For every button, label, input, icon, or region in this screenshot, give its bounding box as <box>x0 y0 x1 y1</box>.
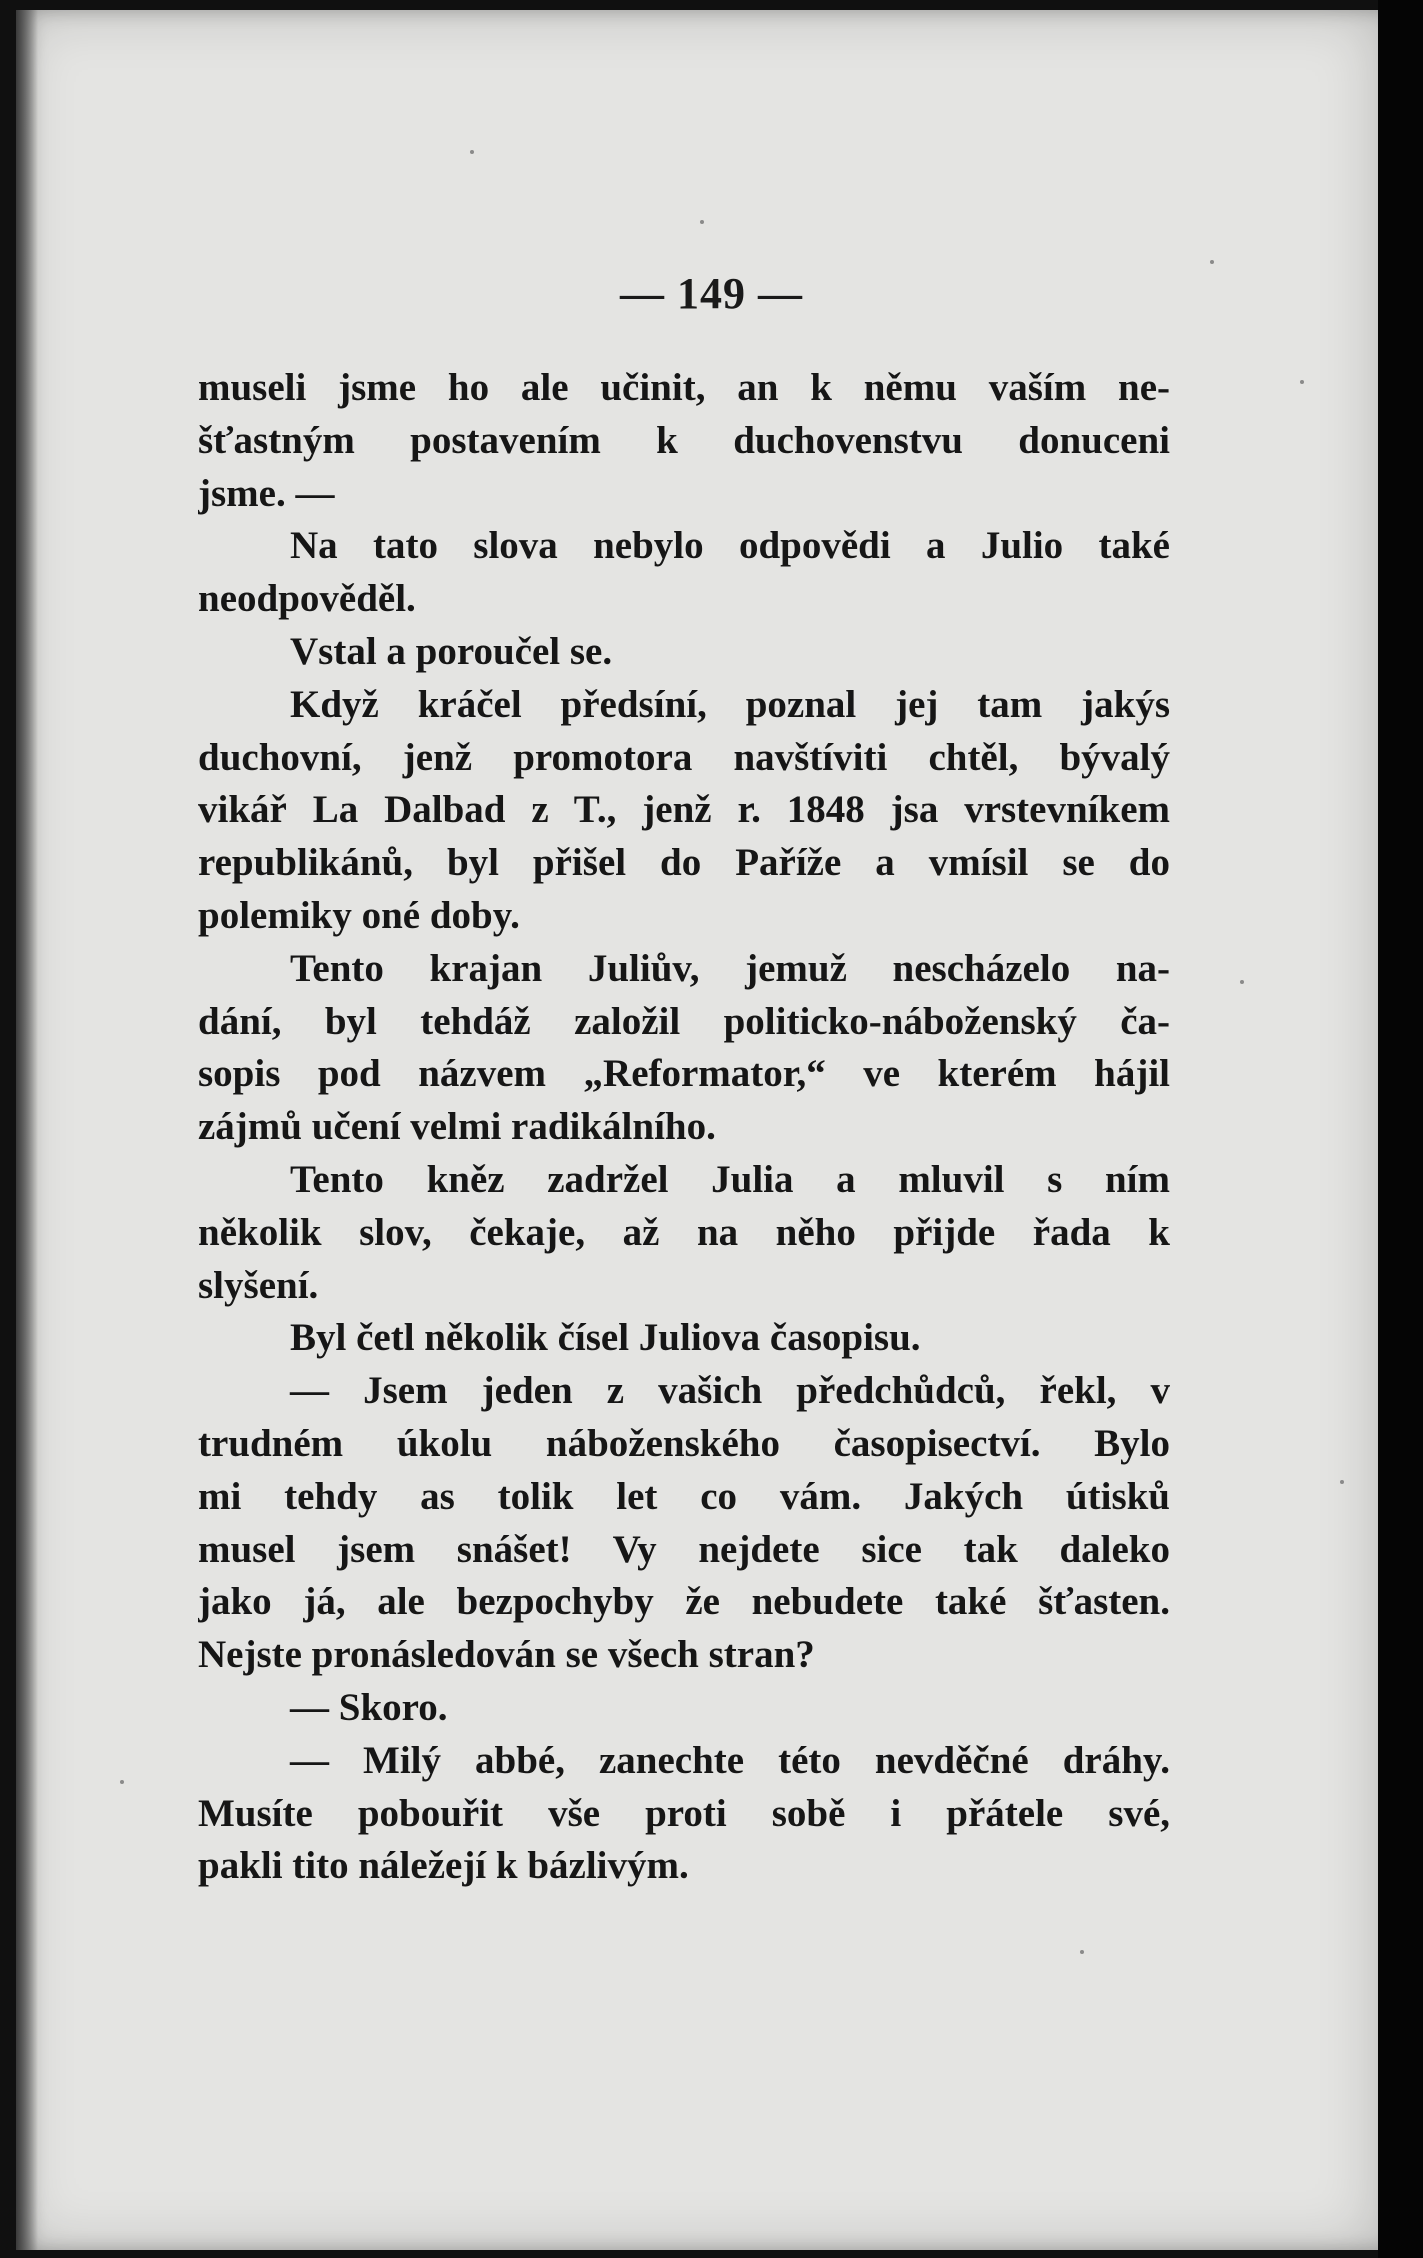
paper-speck <box>700 220 704 224</box>
paper-speck <box>1210 260 1214 264</box>
text-line: museli jsme ho ale učinit, an k němu vaším ne- <box>198 366 1170 409</box>
text-line: Tento kněz zadržel Julia a mluvil s ním <box>290 1157 1170 1201</box>
text-line: polemiky oné doby. <box>198 893 520 937</box>
text-line: republikánů, byl přišel do Paříže a vmísil se do <box>198 841 1170 885</box>
text-line: neodpověděl. <box>198 577 416 621</box>
text-line: pakli tito náležejí k bázlivým. <box>198 1844 689 1888</box>
text-line: duchovní, jenž promotora navštíviti chtěl, bývalý <box>198 735 1170 779</box>
text-line: Byl četl několik čísel Juliova časopisu. <box>290 1316 921 1360</box>
text-line: — Jsem jeden z vašich předchůdců, řekl, v <box>290 1369 1170 1413</box>
text-line: mi tehdy as tolik let co vám. Jakých útisků <box>198 1474 1170 1518</box>
text-line: — Skoro. <box>290 1685 448 1729</box>
text-line: trudném úkolu náboženského časopisectví. Bylo <box>198 1421 1170 1465</box>
text-line: slyšení. <box>198 1263 319 1307</box>
page-text <box>198 362 1170 1893</box>
text-line: šťastným postavením k duchovenstvu donuceni <box>198 418 1170 462</box>
paper-speck <box>470 150 474 154</box>
paper-speck <box>1300 380 1304 384</box>
text-line: jsme. — <box>198 471 335 515</box>
text-line: sopis pod názvem „Reformator,“ ve kterém hájil <box>198 1052 1170 1096</box>
text-line: vikář La Dalbad z T., jenž r. 1848 jsa vrstevníkem <box>198 788 1170 832</box>
text-line: Tento krajan Juliův, jemuž nescházelo na- <box>290 946 1170 990</box>
paper-speck <box>1340 1480 1344 1484</box>
binding-shadow <box>16 10 38 2250</box>
text-line: Když kráčel předsíní, poznal jej tam jakýs <box>290 682 1170 726</box>
text-line: dání, byl tehdáž založil politicko-náboženský ča- <box>198 999 1170 1043</box>
paper-speck <box>1240 980 1244 984</box>
text-line: Nejste pronásledován se všech stran? <box>198 1633 815 1677</box>
text-line: jako já, ale bezpochyby že nebudete také šťasten. <box>198 1580 1170 1624</box>
text-line: několik slov, čekaje, až na něho přijde řada k <box>198 1210 1170 1254</box>
text-line: Musíte pobouřit vše proti sobě i přátele své, <box>198 1791 1170 1835</box>
text-line: Vstal a poroučel se. <box>290 629 613 673</box>
page-number: — 149 — <box>620 269 803 318</box>
paper-speck <box>120 1780 124 1784</box>
scan-edge <box>1378 0 1423 2258</box>
paper-speck <box>1080 1950 1084 1954</box>
text-line: zájmů učení velmi radikálního. <box>198 1105 716 1149</box>
text-line: — Milý abbé, zanechte této nevděčné dráhy. <box>290 1738 1170 1782</box>
text-line: Na tato slova nebylo odpovědi a Julio také <box>290 524 1170 568</box>
text-line: musel jsem snášet! Vy nejdete sice tak daleko <box>198 1527 1170 1571</box>
